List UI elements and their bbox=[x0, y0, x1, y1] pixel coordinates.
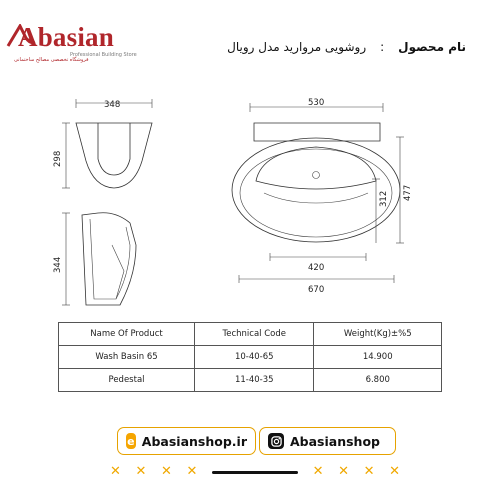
dim-front-height: 298 bbox=[53, 150, 63, 167]
dim-basin-height: 477 bbox=[403, 184, 413, 201]
cross-icon: ✕ bbox=[338, 464, 349, 479]
dim-bowl-depth: 312 bbox=[379, 190, 389, 207]
product-name-separator: : bbox=[380, 40, 385, 54]
instagram-link-button[interactable] bbox=[259, 427, 396, 455]
table-cell: Pedestal bbox=[59, 369, 195, 392]
table-cell: Wash Basin 65 bbox=[59, 346, 195, 369]
cross-icon: ✕ bbox=[135, 464, 147, 479]
website-link-button[interactable] bbox=[117, 427, 256, 455]
product-name-value: روشویی مروارید مدل رویال bbox=[227, 40, 367, 54]
product-name-label: نام محصول bbox=[398, 40, 466, 54]
cross-icon: ✕ bbox=[363, 464, 375, 479]
product-title bbox=[227, 40, 466, 54]
dim-side-height: 344 bbox=[53, 256, 63, 273]
cross-icon: ✕ bbox=[389, 464, 400, 479]
instagram-link-label: Abasianshop bbox=[290, 433, 380, 449]
brand-logo bbox=[6, 16, 136, 64]
dim-bowl-width: 420 bbox=[308, 263, 325, 273]
cross-icon: ✕ bbox=[186, 464, 198, 479]
basin-drawing-svg bbox=[46, 95, 456, 310]
instagram-icon bbox=[268, 433, 284, 449]
table-header: Weight(Kg)±%5 bbox=[314, 323, 442, 346]
cross-icon: ✕ bbox=[110, 464, 121, 479]
logo-tagline: Professional Building Store bbox=[70, 52, 137, 58]
website-link-label: Abasianshop.ir bbox=[141, 433, 247, 449]
cross-icon: ✕ bbox=[312, 464, 324, 479]
bottom-decoration bbox=[110, 465, 400, 479]
table-header: Name Of Product bbox=[59, 323, 195, 346]
table-header: Technical Code bbox=[195, 323, 314, 346]
technical-drawing bbox=[46, 95, 456, 310]
table-row bbox=[59, 369, 442, 392]
dim-overall-width: 670 bbox=[308, 285, 325, 295]
basin-top-view bbox=[232, 98, 413, 295]
cross-icon: ✕ bbox=[161, 464, 172, 479]
logo-wordmark: Abasian bbox=[18, 22, 114, 52]
spec-table bbox=[58, 322, 442, 392]
dim-front-width: 348 bbox=[104, 100, 121, 110]
table-cell: 14.900 bbox=[314, 346, 442, 369]
pedestal-side-view bbox=[53, 213, 136, 305]
table-row bbox=[59, 346, 442, 369]
e-icon: e bbox=[127, 434, 135, 448]
table-cell: 11-40-35 bbox=[195, 369, 314, 392]
logo-persian-tagline: فروشگاه تخصصی مصالح ساختمانی bbox=[14, 57, 89, 63]
table-cell: 6.800 bbox=[314, 369, 442, 392]
decoration-divider bbox=[212, 471, 298, 474]
pedestal-front-view bbox=[53, 99, 152, 188]
table-header-row bbox=[59, 323, 442, 346]
table-cell: 10-40-65 bbox=[195, 346, 314, 369]
dim-basin-top-width: 530 bbox=[308, 98, 325, 108]
